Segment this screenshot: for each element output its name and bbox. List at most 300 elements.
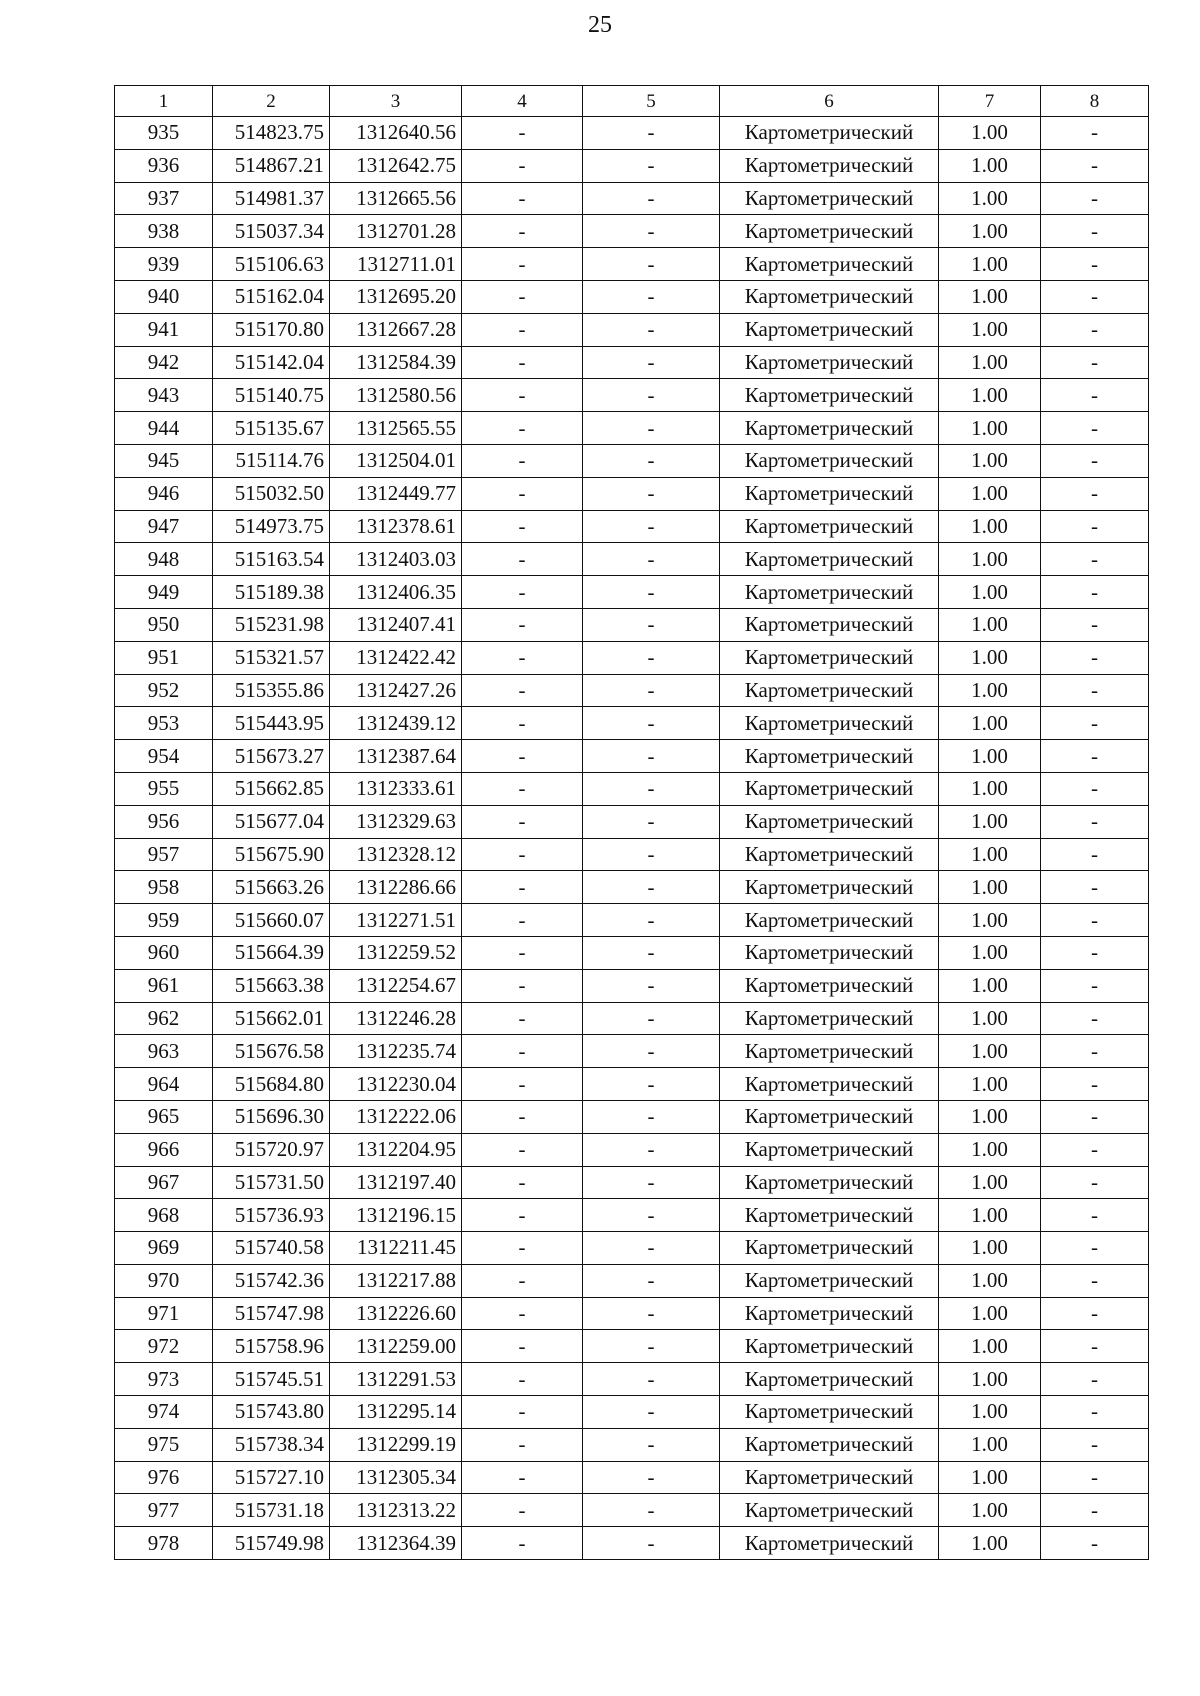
table-row: [115, 412, 1149, 445]
accuracy-cell: 1.00: [939, 740, 1041, 773]
method-cell: Картометрический: [720, 707, 939, 740]
column-4-cell: -: [462, 805, 583, 838]
y-coordinate-cell: 1312667.28: [330, 313, 462, 346]
point-number-cell: 935: [115, 117, 213, 150]
column-5-cell: -: [583, 969, 720, 1002]
accuracy-cell: 1.00: [939, 248, 1041, 281]
y-coordinate-cell: 1312329.63: [330, 805, 462, 838]
y-coordinate-cell: 1312406.35: [330, 576, 462, 609]
table-row: [115, 1068, 1149, 1101]
table-row: [115, 838, 1149, 871]
column-8-cell: -: [1041, 1232, 1149, 1265]
accuracy-cell: 1.00: [939, 346, 1041, 379]
accuracy-cell: 1.00: [939, 477, 1041, 510]
x-coordinate-cell: 515189.38: [213, 576, 330, 609]
table-row: [115, 674, 1149, 707]
y-coordinate-cell: 1312403.03: [330, 543, 462, 576]
table-row: [115, 1035, 1149, 1068]
x-coordinate-cell: 515662.85: [213, 772, 330, 805]
point-number-cell: 964: [115, 1068, 213, 1101]
column-8-cell: -: [1041, 608, 1149, 641]
table-row: [115, 969, 1149, 1002]
table-row: [115, 149, 1149, 182]
table-row: [115, 576, 1149, 609]
point-number-cell: 941: [115, 313, 213, 346]
y-coordinate-cell: 1312378.61: [330, 510, 462, 543]
method-cell: Картометрический: [720, 805, 939, 838]
y-coordinate-cell: 1312333.61: [330, 772, 462, 805]
x-coordinate-cell: 515032.50: [213, 477, 330, 510]
column-4-cell: -: [462, 1428, 583, 1461]
column-4-cell: -: [462, 1461, 583, 1494]
column-4-cell: -: [462, 117, 583, 150]
y-coordinate-cell: 1312640.56: [330, 117, 462, 150]
y-coordinate-cell: 1312211.45: [330, 1232, 462, 1265]
accuracy-cell: 1.00: [939, 871, 1041, 904]
table-row: [115, 772, 1149, 805]
column-5-cell: -: [583, 1461, 720, 1494]
accuracy-cell: 1.00: [939, 1527, 1041, 1560]
y-coordinate-cell: 1312695.20: [330, 280, 462, 313]
point-number-cell: 972: [115, 1330, 213, 1363]
x-coordinate-cell: 514867.21: [213, 149, 330, 182]
accuracy-cell: 1.00: [939, 1428, 1041, 1461]
column-5-cell: -: [583, 1133, 720, 1166]
accuracy-cell: 1.00: [939, 1035, 1041, 1068]
table-row: [115, 1297, 1149, 1330]
table-body: [115, 117, 1149, 1560]
x-coordinate-cell: 514973.75: [213, 510, 330, 543]
point-number-cell: 970: [115, 1264, 213, 1297]
y-coordinate-cell: 1312217.88: [330, 1264, 462, 1297]
y-coordinate-cell: 1312295.14: [330, 1396, 462, 1429]
column-4-cell: -: [462, 772, 583, 805]
accuracy-cell: 1.00: [939, 772, 1041, 805]
column-8-cell: -: [1041, 1166, 1149, 1199]
column-8-cell: -: [1041, 936, 1149, 969]
column-5-cell: -: [583, 838, 720, 871]
column-4-cell: -: [462, 346, 583, 379]
y-coordinate-cell: 1312299.19: [330, 1428, 462, 1461]
point-number-cell: 975: [115, 1428, 213, 1461]
x-coordinate-cell: 515749.98: [213, 1527, 330, 1560]
method-cell: Картометрический: [720, 1461, 939, 1494]
column-4-cell: -: [462, 1166, 583, 1199]
accuracy-cell: 1.00: [939, 149, 1041, 182]
y-coordinate-cell: 1312259.52: [330, 936, 462, 969]
column-4-cell: -: [462, 641, 583, 674]
x-coordinate-cell: 515660.07: [213, 904, 330, 937]
column-8-cell: -: [1041, 248, 1149, 281]
table-row: [115, 182, 1149, 215]
method-cell: Картометрический: [720, 1232, 939, 1265]
column-4-cell: -: [462, 576, 583, 609]
column-4-cell: -: [462, 1264, 583, 1297]
column-5-cell: -: [583, 707, 720, 740]
point-number-cell: 957: [115, 838, 213, 871]
column-4-cell: -: [462, 280, 583, 313]
column-4-cell: -: [462, 1527, 583, 1560]
column-5-cell: -: [583, 1428, 720, 1461]
column-4-cell: -: [462, 248, 583, 281]
accuracy-cell: 1.00: [939, 641, 1041, 674]
column-8-cell: -: [1041, 1527, 1149, 1560]
column-4-cell: -: [462, 969, 583, 1002]
point-number-cell: 951: [115, 641, 213, 674]
x-coordinate-cell: 515106.63: [213, 248, 330, 281]
column-8-cell: -: [1041, 674, 1149, 707]
y-coordinate-cell: 1312254.67: [330, 969, 462, 1002]
method-cell: Картометрический: [720, 149, 939, 182]
column-8-cell: -: [1041, 379, 1149, 412]
column-4-cell: -: [462, 904, 583, 937]
x-coordinate-cell: 515663.26: [213, 871, 330, 904]
column-4-cell: -: [462, 1232, 583, 1265]
column-5-cell: -: [583, 608, 720, 641]
x-coordinate-cell: 515163.54: [213, 543, 330, 576]
page-number: 25: [588, 12, 612, 38]
method-cell: Картометрический: [720, 444, 939, 477]
point-number-cell: 969: [115, 1232, 213, 1265]
table-row: [115, 1428, 1149, 1461]
accuracy-cell: 1.00: [939, 1100, 1041, 1133]
method-cell: Картометрический: [720, 1035, 939, 1068]
point-number-cell: 953: [115, 707, 213, 740]
y-coordinate-cell: 1312271.51: [330, 904, 462, 937]
point-number-cell: 966: [115, 1133, 213, 1166]
accuracy-cell: 1.00: [939, 1330, 1041, 1363]
point-number-cell: 939: [115, 248, 213, 281]
column-8-cell: -: [1041, 280, 1149, 313]
x-coordinate-cell: 515676.58: [213, 1035, 330, 1068]
x-coordinate-cell: 515114.76: [213, 444, 330, 477]
accuracy-cell: 1.00: [939, 1363, 1041, 1396]
column-5-cell: -: [583, 904, 720, 937]
y-coordinate-cell: 1312222.06: [330, 1100, 462, 1133]
table-row: [115, 1264, 1149, 1297]
x-coordinate-cell: 515684.80: [213, 1068, 330, 1101]
column-8-cell: -: [1041, 149, 1149, 182]
table-row: [115, 1166, 1149, 1199]
table-row: [115, 936, 1149, 969]
accuracy-cell: 1.00: [939, 1133, 1041, 1166]
point-number-cell: 968: [115, 1199, 213, 1232]
column-header: 6: [720, 86, 939, 117]
column-8-cell: -: [1041, 805, 1149, 838]
point-number-cell: 945: [115, 444, 213, 477]
x-coordinate-cell: 515742.36: [213, 1264, 330, 1297]
x-coordinate-cell: 515135.67: [213, 412, 330, 445]
column-4-cell: -: [462, 871, 583, 904]
header-row: [115, 86, 1149, 117]
point-number-cell: 942: [115, 346, 213, 379]
accuracy-cell: 1.00: [939, 444, 1041, 477]
table-row: [115, 707, 1149, 740]
y-coordinate-cell: 1312197.40: [330, 1166, 462, 1199]
coordinates-table: [114, 85, 1149, 1560]
point-number-cell: 973: [115, 1363, 213, 1396]
method-cell: Картометрический: [720, 280, 939, 313]
column-header: 7: [939, 86, 1041, 117]
accuracy-cell: 1.00: [939, 510, 1041, 543]
table-row: [115, 444, 1149, 477]
x-coordinate-cell: 515673.27: [213, 740, 330, 773]
column-8-cell: -: [1041, 182, 1149, 215]
x-coordinate-cell: 515663.38: [213, 969, 330, 1002]
column-4-cell: -: [462, 215, 583, 248]
method-cell: Картометрический: [720, 1527, 939, 1560]
column-8-cell: -: [1041, 1264, 1149, 1297]
x-coordinate-cell: 515355.86: [213, 674, 330, 707]
column-8-cell: -: [1041, 772, 1149, 805]
accuracy-cell: 1.00: [939, 215, 1041, 248]
table-row: [115, 117, 1149, 150]
column-4-cell: -: [462, 1002, 583, 1035]
method-cell: Картометрический: [720, 936, 939, 969]
table-row: [115, 871, 1149, 904]
column-8-cell: -: [1041, 1297, 1149, 1330]
method-cell: Картометрический: [720, 412, 939, 445]
column-header: 3: [330, 86, 462, 117]
method-cell: Картометрический: [720, 871, 939, 904]
accuracy-cell: 1.00: [939, 608, 1041, 641]
y-coordinate-cell: 1312286.66: [330, 871, 462, 904]
column-8-cell: -: [1041, 543, 1149, 576]
x-coordinate-cell: 515736.93: [213, 1199, 330, 1232]
column-5-cell: -: [583, 772, 720, 805]
point-number-cell: 946: [115, 477, 213, 510]
method-cell: Картометрический: [720, 1264, 939, 1297]
column-4-cell: -: [462, 149, 583, 182]
method-cell: Картометрический: [720, 1494, 939, 1527]
column-5-cell: -: [583, 641, 720, 674]
point-number-cell: 960: [115, 936, 213, 969]
column-5-cell: -: [583, 543, 720, 576]
column-8-cell: -: [1041, 215, 1149, 248]
column-5-cell: -: [583, 740, 720, 773]
point-number-cell: 962: [115, 1002, 213, 1035]
column-5-cell: -: [583, 379, 720, 412]
x-coordinate-cell: 515443.95: [213, 707, 330, 740]
column-header: 2: [213, 86, 330, 117]
column-8-cell: -: [1041, 1068, 1149, 1101]
accuracy-cell: 1.00: [939, 1232, 1041, 1265]
accuracy-cell: 1.00: [939, 838, 1041, 871]
column-8-cell: -: [1041, 1035, 1149, 1068]
method-cell: Картометрический: [720, 904, 939, 937]
column-8-cell: -: [1041, 1199, 1149, 1232]
column-8-cell: -: [1041, 1133, 1149, 1166]
column-5-cell: -: [583, 149, 720, 182]
method-cell: Картометрический: [720, 1363, 939, 1396]
accuracy-cell: 1.00: [939, 936, 1041, 969]
x-coordinate-cell: 515731.50: [213, 1166, 330, 1199]
x-coordinate-cell: 515664.39: [213, 936, 330, 969]
column-8-cell: -: [1041, 1461, 1149, 1494]
method-cell: Картометрический: [720, 1199, 939, 1232]
column-8-cell: -: [1041, 1363, 1149, 1396]
column-4-cell: -: [462, 1330, 583, 1363]
y-coordinate-cell: 1312711.01: [330, 248, 462, 281]
column-5-cell: -: [583, 1199, 720, 1232]
point-number-cell: 963: [115, 1035, 213, 1068]
column-8-cell: -: [1041, 1396, 1149, 1429]
column-5-cell: -: [583, 576, 720, 609]
column-8-cell: -: [1041, 477, 1149, 510]
table-row: [115, 740, 1149, 773]
accuracy-cell: 1.00: [939, 117, 1041, 150]
accuracy-cell: 1.00: [939, 1068, 1041, 1101]
column-4-cell: -: [462, 838, 583, 871]
column-4-cell: -: [462, 379, 583, 412]
y-coordinate-cell: 1312504.01: [330, 444, 462, 477]
table-row: [115, 1232, 1149, 1265]
method-cell: Картометрический: [720, 674, 939, 707]
y-coordinate-cell: 1312565.55: [330, 412, 462, 445]
column-4-cell: -: [462, 313, 583, 346]
x-coordinate-cell: 515727.10: [213, 1461, 330, 1494]
column-8-cell: -: [1041, 838, 1149, 871]
y-coordinate-cell: 1312642.75: [330, 149, 462, 182]
column-8-cell: -: [1041, 1100, 1149, 1133]
x-coordinate-cell: 515677.04: [213, 805, 330, 838]
x-coordinate-cell: 515738.34: [213, 1428, 330, 1461]
method-cell: Картометрический: [720, 477, 939, 510]
method-cell: Картометрический: [720, 969, 939, 1002]
column-4-cell: -: [462, 1100, 583, 1133]
accuracy-cell: 1.00: [939, 1264, 1041, 1297]
y-coordinate-cell: 1312196.15: [330, 1199, 462, 1232]
accuracy-cell: 1.00: [939, 805, 1041, 838]
column-5-cell: -: [583, 117, 720, 150]
column-8-cell: -: [1041, 444, 1149, 477]
table-header: [115, 86, 1149, 117]
accuracy-cell: 1.00: [939, 182, 1041, 215]
y-coordinate-cell: 1312305.34: [330, 1461, 462, 1494]
point-number-cell: 955: [115, 772, 213, 805]
y-coordinate-cell: 1312427.26: [330, 674, 462, 707]
method-cell: Картометрический: [720, 313, 939, 346]
column-5-cell: -: [583, 1166, 720, 1199]
table-row: [115, 248, 1149, 281]
x-coordinate-cell: 514981.37: [213, 182, 330, 215]
method-cell: Картометрический: [720, 1133, 939, 1166]
column-5-cell: -: [583, 805, 720, 838]
column-5-cell: -: [583, 412, 720, 445]
table-row: [115, 1494, 1149, 1527]
point-number-cell: 948: [115, 543, 213, 576]
accuracy-cell: 1.00: [939, 379, 1041, 412]
point-number-cell: 965: [115, 1100, 213, 1133]
column-4-cell: -: [462, 510, 583, 543]
accuracy-cell: 1.00: [939, 313, 1041, 346]
column-8-cell: -: [1041, 576, 1149, 609]
column-5-cell: -: [583, 215, 720, 248]
x-coordinate-cell: 515743.80: [213, 1396, 330, 1429]
x-coordinate-cell: 515720.97: [213, 1133, 330, 1166]
column-5-cell: -: [583, 871, 720, 904]
column-4-cell: -: [462, 1494, 583, 1527]
method-cell: Картометрический: [720, 1297, 939, 1330]
y-coordinate-cell: 1312313.22: [330, 1494, 462, 1527]
x-coordinate-cell: 515662.01: [213, 1002, 330, 1035]
point-number-cell: 976: [115, 1461, 213, 1494]
method-cell: Картометрический: [720, 1100, 939, 1133]
accuracy-cell: 1.00: [939, 904, 1041, 937]
table-row: [115, 543, 1149, 576]
y-coordinate-cell: 1312235.74: [330, 1035, 462, 1068]
x-coordinate-cell: 515731.18: [213, 1494, 330, 1527]
accuracy-cell: 1.00: [939, 1166, 1041, 1199]
method-cell: Картометрический: [720, 1166, 939, 1199]
method-cell: Картометрический: [720, 608, 939, 641]
point-number-cell: 956: [115, 805, 213, 838]
y-coordinate-cell: 1312439.12: [330, 707, 462, 740]
method-cell: Картометрический: [720, 117, 939, 150]
table-row: [115, 379, 1149, 412]
column-5-cell: -: [583, 1068, 720, 1101]
column-5-cell: -: [583, 477, 720, 510]
table-row: [115, 608, 1149, 641]
point-number-cell: 958: [115, 871, 213, 904]
x-coordinate-cell: 515758.96: [213, 1330, 330, 1363]
x-coordinate-cell: 515037.34: [213, 215, 330, 248]
x-coordinate-cell: 515170.80: [213, 313, 330, 346]
column-8-cell: -: [1041, 1494, 1149, 1527]
column-4-cell: -: [462, 477, 583, 510]
point-number-cell: 943: [115, 379, 213, 412]
table-row: [115, 1100, 1149, 1133]
y-coordinate-cell: 1312387.64: [330, 740, 462, 773]
column-4-cell: -: [462, 1068, 583, 1101]
y-coordinate-cell: 1312364.39: [330, 1527, 462, 1560]
column-4-cell: -: [462, 543, 583, 576]
column-5-cell: -: [583, 1494, 720, 1527]
method-cell: Картометрический: [720, 543, 939, 576]
table-row: [115, 1133, 1149, 1166]
method-cell: Картометрический: [720, 772, 939, 805]
accuracy-cell: 1.00: [939, 1396, 1041, 1429]
point-number-cell: 937: [115, 182, 213, 215]
method-cell: Картометрический: [720, 1330, 939, 1363]
table-row: [115, 510, 1149, 543]
column-8-cell: -: [1041, 117, 1149, 150]
accuracy-cell: 1.00: [939, 412, 1041, 445]
method-cell: Картометрический: [720, 838, 939, 871]
column-4-cell: -: [462, 674, 583, 707]
column-4-cell: -: [462, 1133, 583, 1166]
column-4-cell: -: [462, 182, 583, 215]
table-row: [115, 641, 1149, 674]
column-5-cell: -: [583, 346, 720, 379]
y-coordinate-cell: 1312226.60: [330, 1297, 462, 1330]
method-cell: Картометрический: [720, 215, 939, 248]
point-number-cell: 936: [115, 149, 213, 182]
column-4-cell: -: [462, 936, 583, 969]
table-row: [115, 1461, 1149, 1494]
column-5-cell: -: [583, 1035, 720, 1068]
table-row: [115, 904, 1149, 937]
y-coordinate-cell: 1312584.39: [330, 346, 462, 379]
table-row: [115, 1199, 1149, 1232]
table-row: [115, 1527, 1149, 1560]
accuracy-cell: 1.00: [939, 674, 1041, 707]
table-row: [115, 215, 1149, 248]
x-coordinate-cell: 515321.57: [213, 641, 330, 674]
point-number-cell: 938: [115, 215, 213, 248]
column-8-cell: -: [1041, 969, 1149, 1002]
method-cell: Картометрический: [720, 1428, 939, 1461]
